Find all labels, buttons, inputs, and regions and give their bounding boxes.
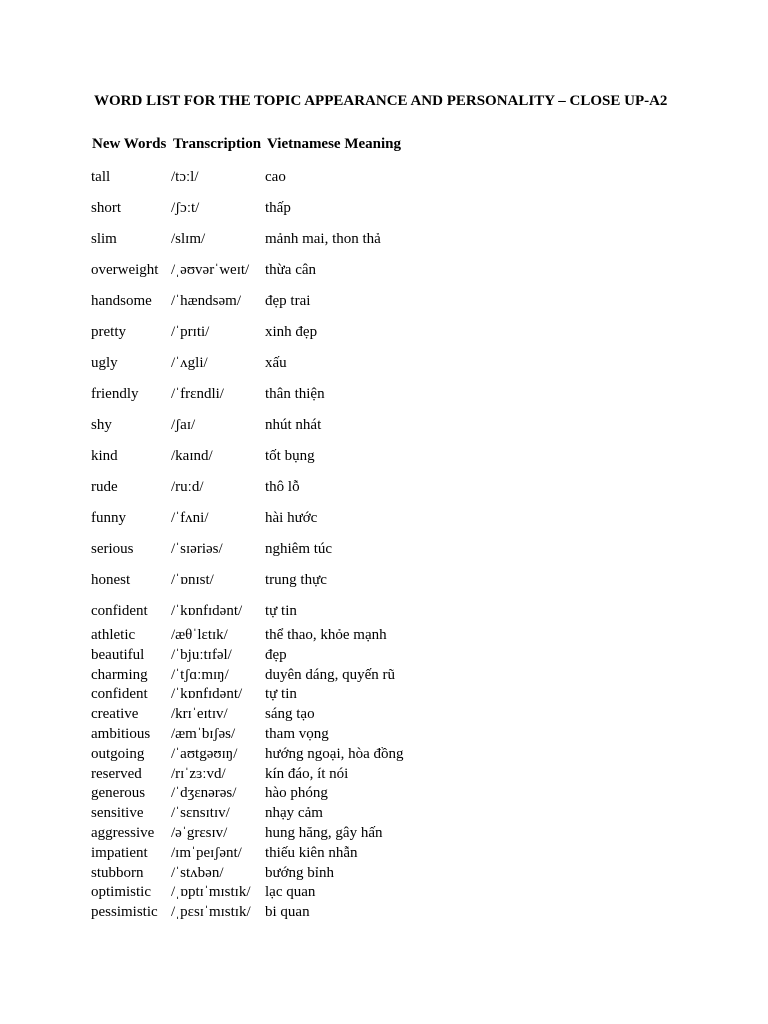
vietnamese-meaning: hung hăng, gây hấn [265, 825, 383, 841]
vietnamese-meaning: hướng ngoại, hòa đồng [265, 745, 404, 762]
transcription: /ˈhændsəm/ [171, 293, 241, 309]
header-new-words: New Words [92, 136, 167, 152]
english-word: overweight [91, 262, 159, 278]
vietnamese-meaning: nhạy cảm [265, 805, 323, 822]
vietnamese-meaning: nghiêm túc [265, 541, 333, 557]
vietnamese-meaning: đẹp trai [265, 293, 311, 309]
word-row [0, 625, 768, 645]
header-meaning: Vietnamese Meaning [267, 136, 402, 152]
vietnamese-meaning: tự tin [265, 686, 297, 703]
word-row [0, 322, 768, 342]
english-word: athletic [91, 627, 136, 643]
word-row [0, 665, 768, 685]
transcription: /ˈaʊtgəʊɪŋ/ [171, 745, 238, 762]
word-row [0, 764, 768, 784]
word-row [0, 645, 768, 665]
vietnamese-meaning: hào phóng [265, 785, 328, 802]
english-word: tall [91, 169, 111, 185]
transcription: /ˈbjuːtɪfəl/ [171, 646, 232, 663]
transcription: /ˈɒnɪst/ [171, 572, 214, 588]
word-row [0, 415, 768, 435]
vietnamese-meaning: kín đáo, ít nói [265, 765, 349, 782]
vietnamese-meaning: thô lỗ [265, 479, 300, 495]
transcription: /ˈtʃɑːmɪŋ/ [171, 666, 229, 683]
transcription: /ˈprɪti/ [171, 324, 210, 340]
word-row [0, 744, 768, 764]
transcription: /əˈgrɛsɪv/ [171, 825, 228, 841]
transcription: /ɪmˈpeɪʃənt/ [171, 844, 242, 861]
word-row [0, 353, 768, 373]
transcription: /ˌəʊvərˈweɪt/ [171, 262, 250, 278]
vietnamese-meaning: thể thao, khỏe mạnh [265, 627, 387, 643]
english-word: funny [91, 510, 126, 526]
vietnamese-meaning: nhút nhát [265, 417, 322, 433]
vietnamese-meaning: cao [265, 169, 286, 185]
english-word: beautiful [91, 646, 145, 663]
word-row [0, 882, 768, 902]
english-word: generous [91, 785, 146, 802]
word-row [0, 260, 768, 280]
transcription: /æθˈlɛtɪk/ [171, 627, 228, 643]
word-row [0, 843, 768, 863]
word-row [0, 539, 768, 559]
transcription: /ˈkɒnfɪdənt/ [171, 603, 243, 619]
transcription: /tɔːl/ [171, 169, 199, 185]
page-title: WORD LIST FOR THE TOPIC APPEARANCE AND PERSONALITY – CLOSE UP-A2 [94, 93, 668, 109]
transcription: /ˈfʌni/ [171, 510, 209, 526]
transcription: /ˈdʒɛnərəs/ [171, 785, 237, 802]
english-word: charming [91, 666, 148, 683]
header-transcription: Transcription [173, 136, 262, 152]
transcription: /kaɪnd/ [171, 448, 213, 464]
vietnamese-meaning: thân thiện [265, 386, 325, 402]
word-row [0, 724, 768, 744]
vietnamese-meaning: bi quan [265, 904, 310, 921]
word-row [0, 684, 768, 704]
vietnamese-meaning: tự tin [265, 603, 297, 619]
word-row [0, 446, 768, 466]
english-word: honest [91, 572, 131, 588]
vietnamese-meaning: xấu [265, 355, 287, 371]
english-word: ugly [91, 355, 118, 371]
word-row [0, 508, 768, 528]
vietnamese-meaning: thiếu kiên nhẫn [265, 844, 358, 861]
word-row [0, 570, 768, 590]
word-row [0, 803, 768, 823]
transcription: /ˌpɛsɪˈmɪstɪk/ [171, 904, 251, 921]
english-word: stubborn [91, 864, 144, 881]
transcription: /ˈstʌbən/ [171, 864, 224, 881]
vietnamese-meaning: thấp [265, 200, 291, 216]
word-row [0, 384, 768, 404]
english-word: ambitious [91, 726, 151, 742]
transcription: /ˈʌgli/ [171, 355, 208, 371]
english-word: kind [91, 448, 118, 464]
english-word: slim [91, 231, 117, 247]
english-word: pessimistic [91, 904, 158, 921]
english-word: confident [91, 686, 148, 703]
transcription: /ˈsɛnsɪtɪv/ [171, 805, 230, 822]
word-row [0, 863, 768, 883]
vietnamese-meaning: đẹp [265, 646, 287, 663]
transcription: /ruːd/ [171, 479, 204, 495]
word-row [0, 902, 768, 922]
word-row [0, 167, 768, 187]
transcription: /rɪˈzɜːvd/ [171, 765, 226, 782]
vietnamese-meaning: tham vọng [265, 726, 329, 742]
transcription: /ˌɒptɪˈmɪstɪk/ [171, 884, 251, 901]
transcription: /æmˈbɪʃəs/ [171, 726, 236, 742]
english-word: outgoing [91, 745, 145, 762]
word-row [0, 229, 768, 249]
vietnamese-meaning: tốt bụng [265, 448, 315, 464]
english-word: creative [91, 706, 139, 723]
word-row [0, 704, 768, 724]
vietnamese-meaning: mảnh mai, thon thả [265, 231, 381, 247]
english-word: impatient [91, 844, 148, 861]
english-word: handsome [91, 293, 152, 309]
english-word: optimistic [91, 884, 151, 901]
transcription: /ˈsɪəriəs/ [171, 541, 223, 557]
vietnamese-meaning: lạc quan [265, 884, 316, 901]
transcription: /krɪˈeɪtɪv/ [171, 706, 228, 723]
english-word: sensitive [91, 805, 144, 822]
word-row [0, 601, 768, 621]
word-row [0, 198, 768, 218]
word-row [0, 477, 768, 497]
transcription: /slɪm/ [171, 231, 206, 247]
vietnamese-meaning: hài hước [265, 510, 318, 526]
transcription: /ʃɔːt/ [171, 200, 200, 216]
word-row [0, 823, 768, 843]
english-word: short [91, 200, 121, 216]
vietnamese-meaning: sáng tạo [265, 706, 315, 723]
english-word: shy [91, 417, 112, 433]
english-word: rude [91, 479, 118, 495]
english-word: reserved [91, 765, 142, 782]
word-row [0, 783, 768, 803]
word-row [0, 291, 768, 311]
english-word: confident [91, 603, 148, 619]
english-word: pretty [91, 324, 126, 340]
english-word: serious [91, 541, 134, 557]
transcription: /ʃaɪ/ [171, 417, 196, 433]
vietnamese-meaning: xinh đẹp [265, 324, 318, 340]
vietnamese-meaning: trung thực [265, 572, 327, 588]
vietnamese-meaning: bướng bỉnh [265, 864, 334, 881]
transcription: /ˈfrɛndli/ [171, 386, 224, 402]
transcription: /ˈkɒnfɪdənt/ [171, 686, 243, 703]
vietnamese-meaning: thừa cân [265, 262, 317, 278]
vietnamese-meaning: duyên dáng, quyến rũ [265, 666, 395, 683]
english-word: friendly [91, 386, 139, 402]
english-word: aggressive [91, 825, 155, 841]
